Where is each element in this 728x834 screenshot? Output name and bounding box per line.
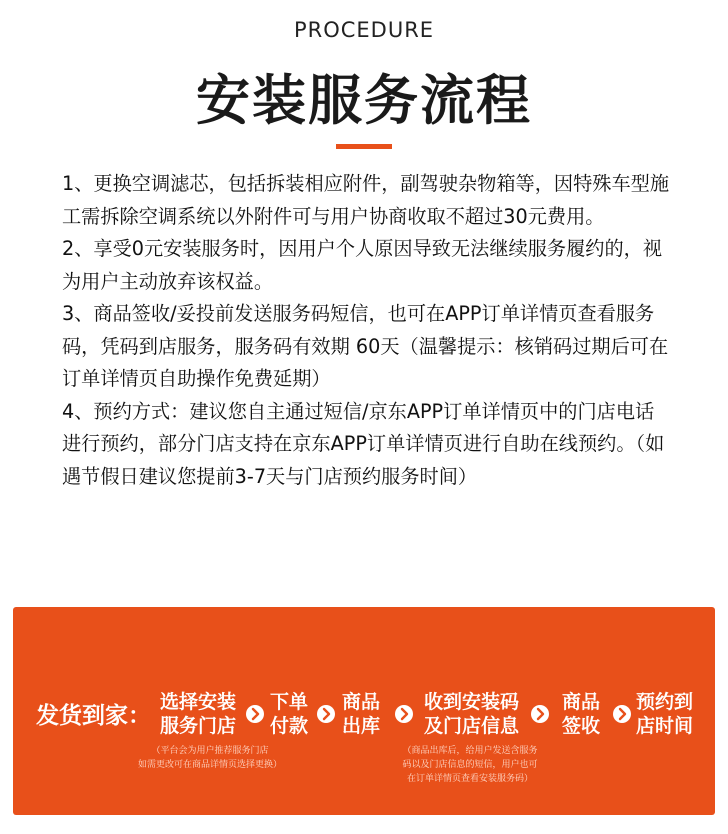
- rule-3: 3、商品签收/妥投前发送服务码短信，也可在APP订单详情页查看服务码，凭码到店服务，服务码有效期 60天（温馨提示：核销码过期后可在订单详情页自助操作免费延期）: [62, 302, 669, 390]
- flow-step-line: 服务门店: [160, 715, 237, 737]
- flow-step-6: [636, 690, 693, 738]
- flow-step-line: 商品: [342, 691, 381, 713]
- title-underline: [336, 144, 392, 149]
- note-line: 如需更改可在商品详情页选择更换）: [137, 760, 282, 770]
- note-line: 在订单详情页查看安装服务码）: [406, 774, 533, 784]
- chevron-right-icon: [612, 704, 632, 724]
- chevron-right-icon: [316, 704, 336, 724]
- note-line: （商品出库后，给用户发送含服务: [402, 746, 538, 756]
- rule-4: 4、预约方式：建议您自主通过短信/京东APP订单详情页中的门店电话进行预约，部分门店支持在京东APP订单详情页进行自助在线预约。（如遇节假日建议您提前3-7天与门店预约服务时间）: [62, 399, 665, 488]
- flow-step-4: [424, 690, 519, 738]
- flow-step-1: [160, 690, 236, 738]
- flow-step-line: 下单: [270, 691, 309, 713]
- note-line: 码以及门店信息的短信，用户也可: [402, 760, 538, 770]
- flow-step-line: 预约到: [636, 691, 694, 713]
- chevron-right-icon: [530, 704, 550, 724]
- page-title: 安装服务流程: [196, 69, 532, 132]
- rule-2: 2、享受0元安装服务时，因用户个人原因导致无法继续服务履约的，视为用户主动放弃该权益。: [62, 237, 663, 293]
- flow-note-code: [380, 744, 560, 786]
- note-line: （平台会为用户推荐服务门店: [151, 746, 269, 756]
- flow-step-line: 收到安装码: [424, 691, 520, 713]
- chevron-right-icon: [245, 704, 265, 724]
- flow-step-line: 店时间: [636, 715, 694, 737]
- flow-step-line: 选择安装: [160, 691, 237, 713]
- flow-step-5: [562, 690, 600, 738]
- flow-step-line: 出库: [342, 715, 381, 737]
- flow-label: 发货到家：: [36, 703, 151, 729]
- flow-step-line: 商品: [562, 691, 601, 713]
- flow-step-line: 及门店信息: [424, 715, 520, 737]
- flow-step-3: [342, 690, 380, 738]
- rule-1: 1、更换空调滤芯，包括拆装相应附件，副驾驶杂物箱等，因特殊车型施工需拆除空调系统以外附件可与用户协商收取不超过30元费用。: [62, 172, 670, 228]
- procedure-subtitle: PROCEDURE: [293, 18, 435, 42]
- flow-step-line: 签收: [562, 715, 601, 737]
- flow-step-2: [270, 690, 308, 738]
- flow-step-line: 付款: [270, 715, 309, 737]
- flow-note-store: [110, 744, 310, 772]
- chevron-right-icon: [394, 704, 414, 724]
- rules-text: [62, 168, 672, 493]
